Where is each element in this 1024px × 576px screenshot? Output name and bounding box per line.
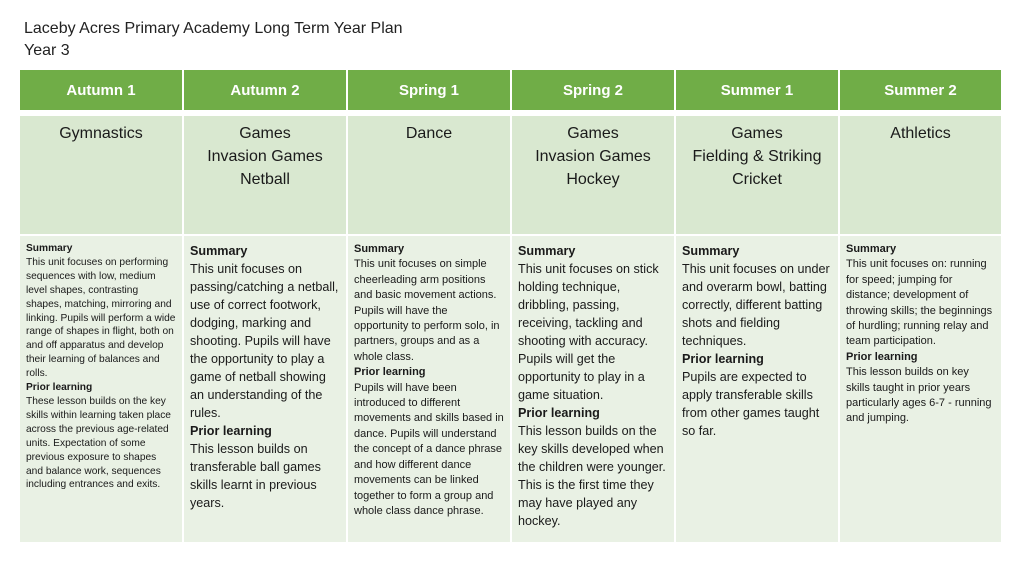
prior-learning-label: Prior learning (190, 424, 272, 438)
prior-learning-label: Prior learning (846, 350, 918, 363)
term-header-autumn-1: Autumn 1 (19, 69, 183, 111)
activity-line: Netball (240, 171, 290, 188)
summary-label: Summary (190, 244, 248, 258)
term-header-spring-1: Spring 1 (347, 69, 511, 111)
summary-label: Summary (518, 244, 576, 258)
prior-learning-label: Prior learning (354, 366, 426, 379)
activity-cell-autumn-1 (19, 115, 183, 235)
term-header-summer-1: Summer 1 (675, 69, 839, 111)
summary-text: This unit focuses on: running for speed; jumping for distance; development of throwing skills; the beginnings of hurdling; running relay and team participation. (846, 258, 993, 348)
activity-cell-autumn-2 (183, 115, 347, 235)
prior-learning-text: This lesson builds on the key skills developed when the children were younger. This is the first time they may have played any hockey. (518, 424, 666, 528)
summary-text: This unit focuses on stick holding technique, dribbling, passing, receiving, tackling and shooting with accuracy. Pupils will get the opportunity to play in a game situation. (518, 262, 659, 402)
summary-label: Summary (26, 243, 73, 254)
activity-line: Games (731, 125, 783, 142)
summary-text: This unit focuses on simple cheerleading arm positions and basic movement actions. Pupils will have the opportunity to perform solo, in partners, groups and as a whole class. (354, 258, 500, 363)
summary-row (19, 235, 1002, 543)
activity-cell-spring-1 (347, 115, 511, 235)
prior-learning-text: Pupils will have been introduced to different movements and skills based in dance. Pupils will understand the concept of a dance phrase and how different dance movements can be linked together to form a group and whole class dance phrase. (354, 381, 504, 517)
prior-learning-label: Prior learning (26, 382, 93, 394)
activity-line: Fielding & Striking (692, 148, 822, 165)
activity-line: Games (567, 125, 619, 142)
activity-cell-spring-2 (511, 115, 675, 235)
activity-line: Athletics (890, 125, 951, 142)
term-header-row (19, 69, 1002, 111)
activity-cell-summer-1 (675, 115, 839, 235)
activity-line: Hockey (566, 171, 620, 188)
activity-cell-summer-2 (839, 115, 1002, 235)
title-block (24, 18, 403, 62)
summary-cell-spring-1 (347, 235, 511, 543)
summary-cell-autumn-1 (19, 235, 183, 543)
term-header-autumn-2: Autumn 2 (183, 69, 347, 111)
year-plan-table (18, 68, 1003, 544)
prior-learning-text: These lesson builds on the key skills within learning taken place across the previous age-related units. Expectation of some previous exposure to shapes and balance work, sequences including entrances and exits. (26, 395, 171, 491)
prior-learning-text: Pupils are expected to apply transferable skills from other games taught so far. (682, 370, 820, 438)
summary-text: This unit focuses on passing/catching a netball, use of correct footwork, dodging, marking and shooting. Pupils will have the opportunity to play a game of netball showing an understanding of the rules. (190, 262, 339, 420)
summary-text: This unit focuses on performing sequences with low, medium level shapes, contrasting shapes, matching, mirroring and linking. Pupils will perform a wide range of shapes in flight, both on and off apparatus and develop their learning of balances and rolls. (26, 256, 176, 380)
summary-label: Summary (354, 243, 405, 255)
activity-line: Invasion Games (535, 148, 651, 165)
activity-line: Dance (405, 125, 453, 142)
activity-line: Invasion Games (207, 148, 323, 165)
term-header-spring-2: Spring 2 (511, 69, 675, 111)
activity-row (19, 115, 1002, 235)
summary-cell-spring-2 (511, 235, 675, 543)
prior-learning-label: Prior learning (518, 406, 600, 420)
prior-learning-text: This lesson builds on key skills taught in prior years particularly ages 6-7 - running and jumping. (846, 366, 992, 425)
activity-line: Gymnastics (59, 125, 143, 142)
prior-learning-text: This lesson builds on transferable ball games skills learnt in previous years. (190, 442, 321, 510)
summary-cell-summer-2 (839, 235, 1002, 543)
prior-learning-label: Prior learning (682, 352, 764, 366)
activity-line: Games (239, 125, 291, 142)
summary-text: This unit focuses on under and overarm bowl, batting correctly, different batting shots and fielding techniques. (682, 262, 830, 348)
summary-cell-autumn-2 (183, 235, 347, 543)
summary-label: Summary (682, 244, 740, 258)
activity-line: Cricket (732, 171, 782, 188)
term-header-summer-2: Summer 2 (839, 69, 1002, 111)
page-subtitle: Year 3 (24, 42, 70, 59)
summary-cell-summer-1 (675, 235, 839, 543)
summary-label: Summary (846, 243, 897, 255)
page-title: Laceby Acres Primary Academy Long Term Year Plan (24, 20, 403, 37)
